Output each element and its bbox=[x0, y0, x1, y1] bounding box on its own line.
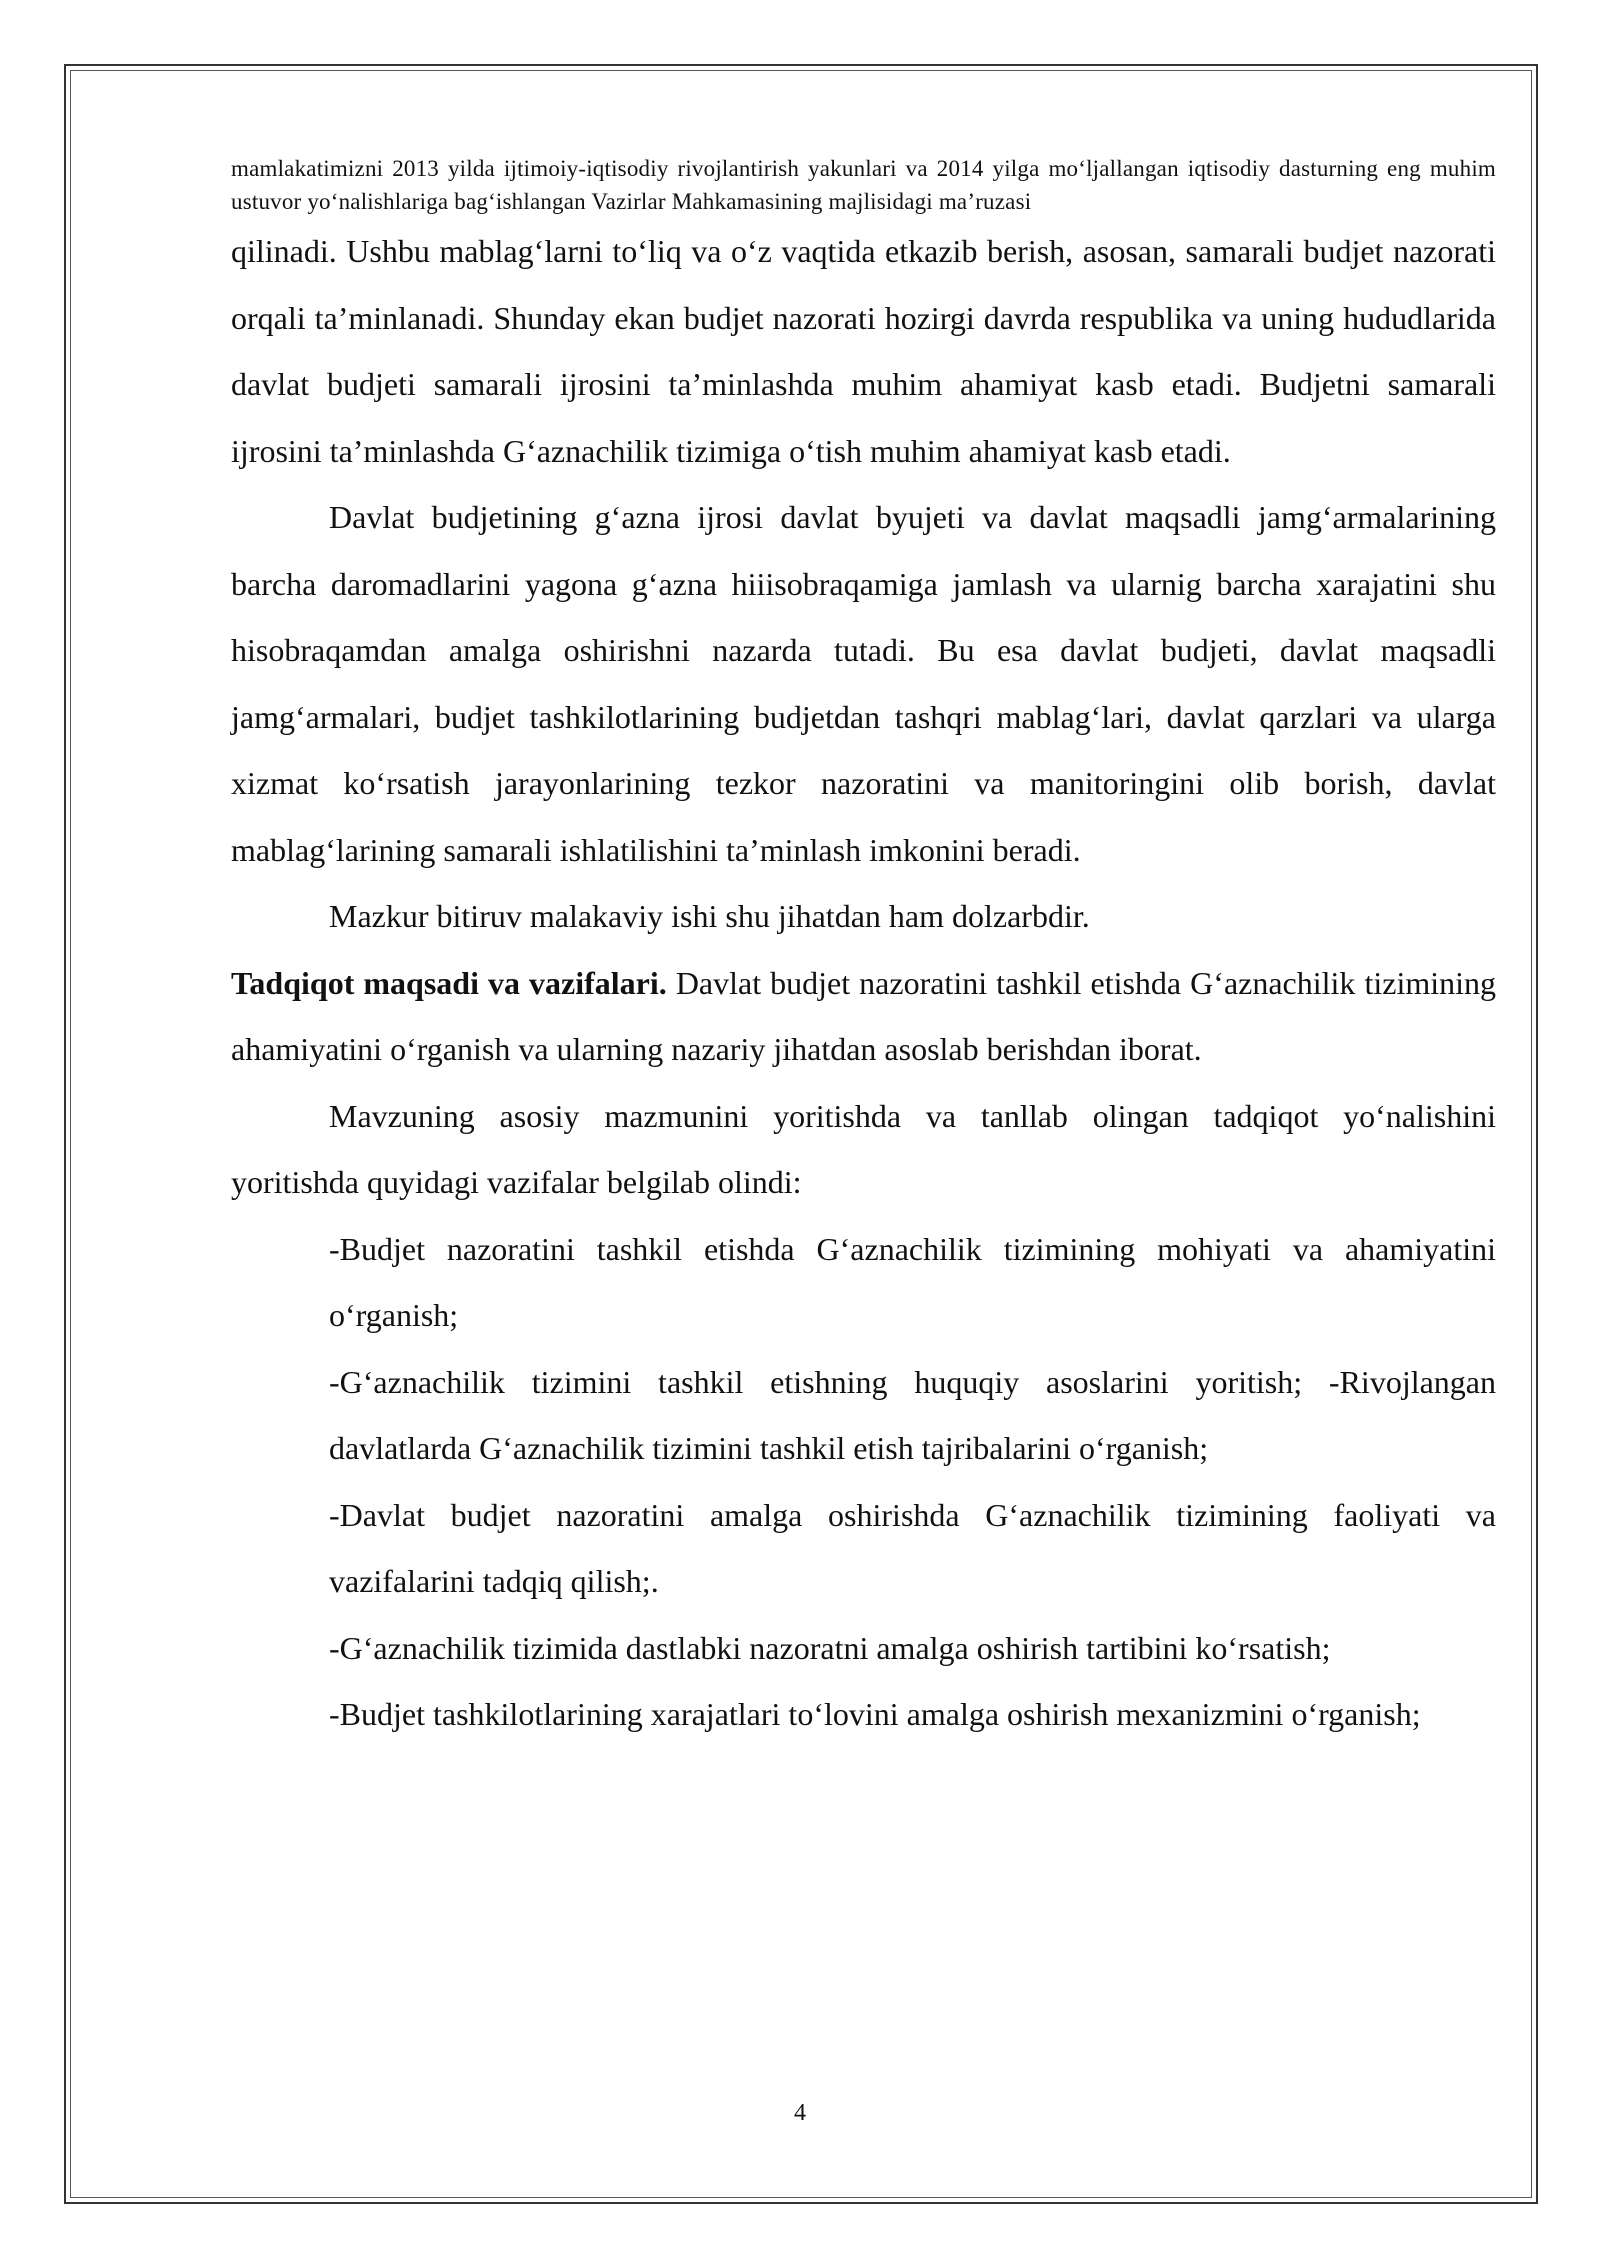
list-item: -G‘aznachilik tizimida dastlabki nazoratni amalga oshirish tartibini ko‘rsatish; bbox=[329, 1629, 1331, 1666]
paragraph-2: Davlat budjetining g‘azna ijrosi davlat byujeti va davlat maqsadli jamg‘armalarining barcha daromadlarini yagona g‘azna hiiisobraqamiga jamlash va ularnig barcha xarajatini shu hisobraqamdan amalga oshirishni nazarda tutadi. Bu esa davlat budjeti, davlat maqsadli jamg‘armalari, budjet tashkilotlarining budjetdan tashqri mablag‘lari, davlat qarzlari va ularga xizmat ko‘rsatish jarayonlarining tezkor nazoratini va manitoringini olib borish, davlat mablag‘larining samarali ishlatilishini ta’minlash imkonini beradi. bbox=[231, 499, 1496, 868]
list-item: -Davlat budjet nazoratini amalga oshirishda G‘aznachilik tizimining faoliyati va vazifalarini tadqiq qilish;. bbox=[329, 1496, 1496, 1599]
paragraph-4-text: Davlat budjet nazoratini tashkil etishda G‘aznachilik tizimining ahamiyatini o‘rganish va ularning nazariy jihatdan asoslab berishdan iborat. bbox=[231, 964, 1497, 1067]
tasks-list bbox=[231, 1216, 1496, 1748]
list-item: -Budjet nazoratini tashkil etishda G‘aznachilik tizimining mohiyati va ahamiyatini o‘rganish; bbox=[329, 1230, 1496, 1333]
paragraph-3: Mazkur bitiruv malakaviy ishi shu jihatdan ham dolzarbdir. bbox=[329, 898, 1090, 934]
page-content bbox=[231, 152, 1496, 1748]
list-item: -Budjet tashkilotlarining xarajatlari to‘lovini amalga oshirish mexanizmini o‘rganish; bbox=[329, 1696, 1421, 1732]
section-heading: Tadqiqot maqsadi va vazifalari. bbox=[231, 964, 667, 1001]
paragraph-1: qilinadi. Ushbu mablag‘larni to‘liq va o‘z vaqtida etkazib berish, asosan, samarali budjet nazorati orqali ta’minlanadi. Shunday ekan budjet nazorati hozirgi davrda respublika va uning hududlarida davlat budjeti samarali ijrosini ta’minlashda muhim ahamiyat kasb etadi. Budjetni samarali ijrosini ta’minlashda G‘aznachilik tizimiga o‘tish muhim ahamiyat kasb etadi. bbox=[231, 233, 1496, 469]
list-item: -G‘aznachilik tizimini tashkil etishning huquqiy asoslarini yoritish; -Rivojlangan davlatlarda G‘aznachilik tizimini tashkil etish tajribalarini o‘rganish; bbox=[329, 1363, 1496, 1466]
page-number: 4 bbox=[794, 2100, 806, 2126]
footnote-text: mamlakatimizni 2013 yilda ijtimoiy-iqtisodiy rivojlantirish yakunlari va 2014 yilga mo‘ljallangan iqtisodiy dasturning eng muhim ustuvor yo‘nalishlariga bag‘ishlangan Vazirlar Mahkamasining majlisidagi ma’ruzasi bbox=[231, 156, 1496, 214]
paragraph-5: Mavzuning asosiy mazmunini yoritishda va tanllab olingan tadqiqot yo‘nalishini yoritishda quyidagi vazifalar belgilab olindi: bbox=[231, 1097, 1496, 1200]
paragraph-4 bbox=[231, 950, 1496, 1083]
